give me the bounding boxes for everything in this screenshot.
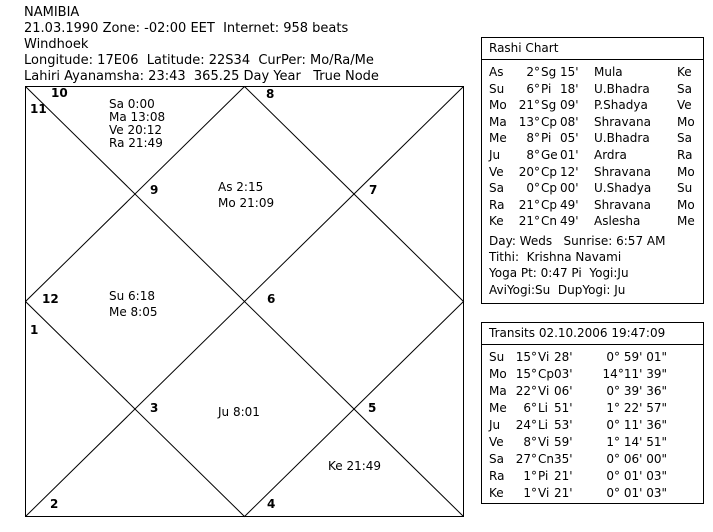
transit-minute: 51': [554, 401, 573, 415]
house-number-7: 7: [369, 183, 378, 197]
north-indian-chart: [25, 86, 465, 518]
rashi-avi: AviYogi:Su DupYogi: Ju: [489, 283, 626, 297]
rashi-lord: Ve: [677, 98, 692, 113]
placement-ke: Ke 21:49: [328, 459, 382, 473]
placement-ve: Ve 20:12: [109, 123, 163, 137]
rashi-planet: Su: [489, 81, 505, 96]
rashi-planet: Sa: [489, 181, 504, 196]
rashi-title: Rashi Chart: [489, 41, 559, 55]
rashi-nakshatra: Ardra: [594, 148, 627, 162]
transit-planet: Ve: [489, 435, 504, 449]
ayanamsha-line: Lahiri Ayanamsha: 23:43 365.25 Day Year True Node: [24, 69, 379, 84]
transit-minute: 21': [554, 469, 573, 483]
rashi-planet: Ra: [489, 197, 505, 212]
transit-sign: Pi: [538, 469, 549, 483]
rashi-nakshatra: Shravana: [594, 197, 651, 212]
rashi-minute: 18': [560, 81, 579, 96]
house-number-3: 3: [150, 401, 159, 415]
rashi-planet: Me: [489, 131, 507, 146]
transit-speed: 14°11' 39": [602, 367, 667, 381]
placement-ju: Ju 8:01: [218, 405, 260, 419]
rashi-tithi: Tithi: Krishna Navami: [489, 250, 622, 264]
rashi-planet: Ju: [489, 148, 501, 162]
transit-speed: 0° 06' 00": [606, 452, 667, 466]
transit-degree: 27°: [515, 452, 537, 466]
rashi-degree: 0°: [526, 181, 540, 196]
placement-su: Su 6:18: [109, 289, 155, 303]
rashi-lord: Su: [677, 181, 693, 196]
rashi-day: Day: Weds Sunrise: 6:57 AM: [489, 234, 666, 248]
rashi-lord: Mo: [677, 164, 695, 179]
transit-degree: 15°: [515, 367, 537, 381]
rashi-minute: 08': [560, 114, 579, 129]
transit-planet: Ke: [489, 486, 504, 500]
transit-speed: 0° 01' 03": [606, 486, 667, 500]
transit-sign: Li: [538, 418, 549, 432]
rashi-degree: 8°: [526, 148, 540, 162]
house-number-8: 8: [266, 87, 275, 101]
rashi-planet: As: [489, 65, 504, 79]
placement-ra: Ra 21:49: [109, 136, 163, 150]
transit-minute: 35': [554, 452, 573, 466]
rashi-nakshatra: U.Bhadra: [594, 81, 650, 96]
rashi-degree: 21°: [518, 214, 540, 229]
transit-speed: 1° 14' 51": [606, 435, 667, 449]
rashi-minute: 09': [560, 98, 579, 113]
rashi-lord: Sa: [677, 81, 692, 96]
rashi-degree: 8°: [526, 131, 540, 146]
transit-planet: Me: [489, 401, 507, 415]
rashi-sign: Cp: [541, 164, 557, 179]
placement-me: Me 8:05: [109, 305, 158, 319]
rashi-degree: 13°: [518, 114, 540, 129]
rashi-nakshatra: Mula: [594, 65, 623, 79]
rashi-lord: Ke: [677, 65, 692, 79]
transit-degree: 22°: [515, 384, 537, 398]
transit-minute: 03': [554, 367, 573, 381]
house-number-4: 4: [267, 497, 276, 511]
transit-planet: Su: [489, 350, 505, 364]
transit-sign: Cn: [538, 452, 554, 466]
transit-sign: Vi: [538, 350, 550, 364]
rashi-lord: Me: [677, 214, 695, 229]
rashi-degree: 6°: [526, 81, 540, 96]
rashi-minute: 01': [560, 148, 579, 162]
rashi-nakshatra: Shravana: [594, 164, 651, 179]
rashi-degree: 20°: [518, 164, 540, 179]
birth-date-line: 21.03.1990 Zone: -02:00 EET Internet: 958 beats: [24, 21, 349, 36]
transit-degree: 1°: [523, 486, 537, 500]
transit-minute: 28': [554, 350, 573, 364]
rashi-sign: Ge: [541, 148, 558, 162]
transit-minute: 53': [554, 418, 573, 432]
transits-title: Transits 02.10.2006 19:47:09: [489, 326, 666, 340]
rashi-sign: Sg: [541, 65, 557, 79]
rashi-minute: 00': [560, 181, 579, 196]
transit-speed: 1° 22' 57": [606, 401, 667, 415]
rashi-degree: 21°: [518, 98, 540, 113]
transit-sign: Vi: [538, 435, 550, 449]
transit-planet: Ju: [489, 418, 501, 432]
transit-sign: Li: [538, 401, 549, 415]
rashi-minute: 12': [560, 164, 579, 179]
rashi-degree: 21°: [518, 197, 540, 212]
transit-speed: 0° 59' 01": [606, 350, 667, 364]
transit-sign: Vi: [538, 486, 550, 500]
coordinates-line: Longitude: 17E06 Latitude: 22S34 CurPer: Mo/Ra/Me: [24, 53, 374, 68]
transit-minute: 06': [554, 384, 573, 398]
rashi-planet: Mo: [489, 98, 507, 113]
rashi-lord: Mo: [677, 197, 695, 212]
rashi-minute: 49': [560, 197, 579, 212]
house-number-9: 9: [150, 183, 159, 197]
placement-sa: Sa 0:00: [109, 97, 155, 111]
rashi-nakshatra: Shravana: [594, 114, 651, 129]
rashi-nakshatra: P.Shadya: [594, 98, 648, 113]
rashi-nakshatra: Aslesha: [594, 214, 641, 229]
transit-sign: Vi: [538, 384, 550, 398]
rashi-sign: Cp: [541, 197, 557, 212]
transit-degree: 8°: [523, 435, 537, 449]
placement-ma: Ma 13:08: [109, 110, 166, 124]
rashi-planet: Ke: [489, 214, 504, 229]
rashi-sign: Cp: [541, 181, 557, 196]
transit-speed: 0° 01' 03": [606, 469, 667, 483]
transit-planet: Mo: [489, 367, 507, 381]
rashi-sign: Sg: [541, 98, 557, 113]
transit-degree: 1°: [523, 469, 537, 483]
transit-planet: Sa: [489, 452, 504, 466]
rashi-planet: Ma: [489, 114, 507, 129]
rashi-nakshatra: U.Bhadra: [594, 131, 650, 146]
house-number-11: 11: [30, 102, 47, 116]
house-number-5: 5: [368, 401, 377, 415]
rashi-lord: Sa: [677, 131, 692, 146]
rashi-minute: 05': [560, 131, 579, 146]
rashi-minute: 49': [560, 214, 579, 229]
transit-degree: 6°: [523, 401, 537, 415]
house-number-6: 6: [267, 292, 276, 306]
transit-minute: 21': [554, 486, 573, 500]
rashi-lord: Mo: [677, 114, 695, 129]
transit-planet: Ra: [489, 469, 505, 483]
rashi-minute: 15': [560, 65, 579, 79]
house-number-12: 12: [42, 292, 59, 306]
rashi-sign: Cn: [541, 214, 557, 229]
transit-speed: 0° 11' 36": [606, 418, 667, 432]
placement-as: As 2:15: [218, 180, 264, 194]
rashi-lord: Ra: [677, 148, 693, 162]
house-number-1: 1: [30, 323, 39, 337]
transits-panel: [481, 344, 704, 504]
placement-mo: Mo 21:09: [218, 196, 275, 210]
house-number-10: 10: [51, 86, 68, 100]
place-line: Windhoek: [24, 37, 89, 52]
transit-planet: Ma: [489, 384, 507, 398]
house-number-2: 2: [50, 497, 59, 511]
rashi-sign: Cp: [541, 114, 557, 129]
transit-minute: 59': [554, 435, 573, 449]
rashi-sign: Pi: [541, 131, 552, 146]
rashi-nakshatra: U.Shadya: [594, 181, 652, 196]
chart-name: NAMIBIA: [24, 5, 80, 20]
transit-degree: 15°: [515, 350, 537, 364]
transit-speed: 0° 39' 36": [606, 384, 667, 398]
transit-degree: 24°: [515, 418, 537, 432]
rashi-planet: Ve: [489, 164, 504, 179]
rashi-sign: Pi: [541, 81, 552, 96]
transit-sign: Cp: [538, 367, 554, 381]
rashi-degree: 2°: [526, 65, 540, 79]
rashi-yoga: Yoga Pt: 0:47 Pi Yogi:Ju: [489, 266, 629, 280]
